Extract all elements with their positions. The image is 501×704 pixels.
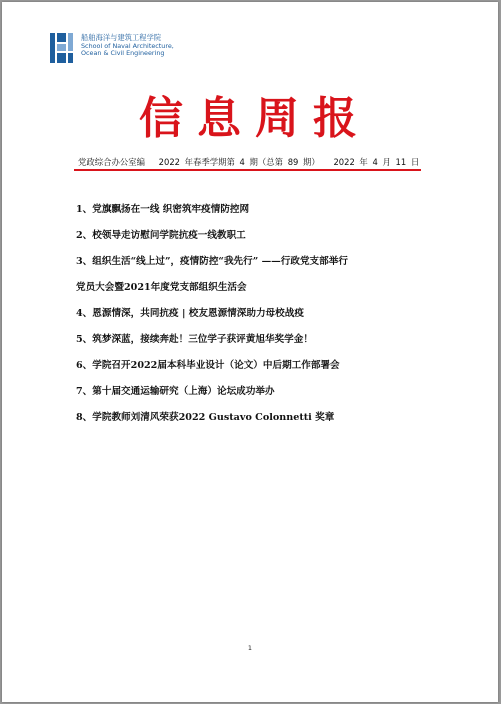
- toc-item[interactable]: 1、党旗飘扬在一线 织密筑牢疫情防控网: [76, 204, 250, 215]
- school-emblem-icon: [50, 32, 74, 64]
- toc-item-continuation[interactable]: 党员大会暨2021年度党支部组织生活会: [76, 282, 247, 293]
- toc-item[interactable]: 3、组织生活“线上过”，疫情防控“我先行” ——行政党支部举行: [76, 256, 348, 267]
- red-divider: [74, 169, 421, 171]
- editor-label: 党政综合办公室编: [78, 157, 145, 167]
- logo-english-name-line1: School of Naval Architecture,: [81, 41, 174, 50]
- toc-item[interactable]: 7、第十届交通运输研究（上海）论坛成功举办: [76, 386, 275, 397]
- toc-item[interactable]: 4、恩源情深，共同抗疫 | 校友恩源情深助力母校战疫: [76, 308, 304, 319]
- logo-chinese-name: 船舶海洋与建筑工程学院: [81, 33, 162, 42]
- toc-item[interactable]: 6、学院召开2022届本科毕业设计（论文）中后期工作部署会: [76, 360, 340, 371]
- issue-number: 2022 年春季学期第 4 期（总第 89 期）: [158, 157, 320, 167]
- toc-item[interactable]: 8、学院教师刘清风荣获2022 Gustavo Colonnetti 奖章: [76, 412, 335, 423]
- issue-date: 2022 年 4 月 11 日: [333, 157, 420, 167]
- logo-text: [81, 34, 174, 57]
- logo-english-name-line2: Ocean & Civil Engineering: [81, 49, 165, 58]
- toc-item[interactable]: 5、筑梦深蓝，接续奔赴！三位学子获评黄旭华奖学金！: [76, 334, 313, 345]
- toc-item[interactable]: 2、校领导走访慰问学院抗疫一线教职工: [76, 230, 246, 241]
- document-page: [2, 2, 498, 702]
- newsletter-title: 信息周报: [139, 93, 371, 144]
- table-of-contents: [76, 197, 436, 431]
- issue-meta: [78, 156, 428, 168]
- page-number: 1: [247, 644, 253, 652]
- school-logo: [50, 32, 180, 66]
